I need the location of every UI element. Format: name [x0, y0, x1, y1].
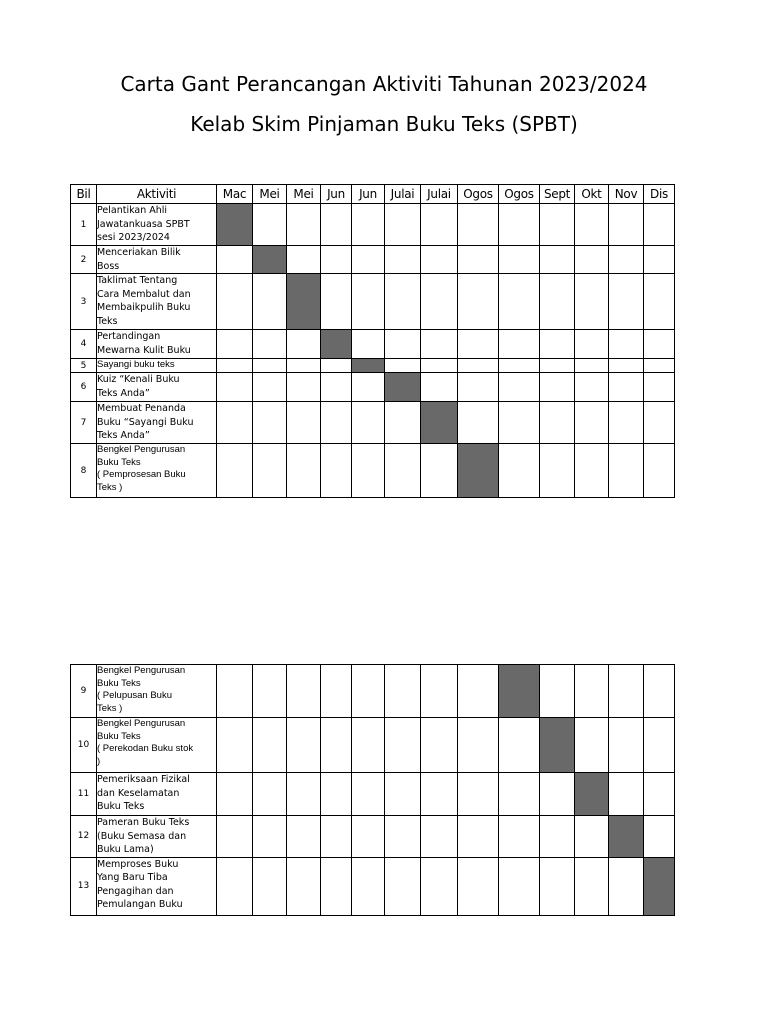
activity-line: Pengagihan dan [97, 885, 174, 897]
activity-line: Mewarna Kulit Buku [97, 344, 191, 356]
month-cell [458, 330, 499, 359]
bil-cell: 10 [71, 718, 97, 773]
month-cell [609, 373, 644, 402]
month-cell [385, 204, 421, 246]
month-cell [421, 373, 458, 402]
month-cell [321, 718, 352, 773]
header-month: Mei [287, 185, 321, 204]
gantt-bar [253, 246, 287, 274]
month-cell [385, 246, 421, 274]
month-cell [575, 444, 609, 498]
header-month: Julai [385, 185, 421, 204]
table-row [71, 773, 675, 816]
header-row [71, 185, 675, 204]
month-cell [499, 373, 540, 402]
activity-cell [97, 359, 217, 373]
header-month: Okt [575, 185, 609, 204]
activity-line: Sayangi buku teks [97, 359, 175, 370]
month-cell [385, 857, 421, 915]
table-row [71, 402, 675, 444]
month-cell [253, 204, 287, 246]
activity-cell [97, 274, 217, 330]
month-cell [609, 773, 644, 816]
header-month: Sept [540, 185, 575, 204]
month-cell [287, 246, 321, 274]
month-cell [458, 402, 499, 444]
month-cell [421, 330, 458, 359]
month-cell [458, 204, 499, 246]
month-cell [499, 816, 540, 858]
table-row [71, 816, 675, 858]
bil-cell: 13 [71, 857, 97, 915]
month-cell [287, 816, 321, 858]
month-cell [217, 402, 253, 444]
month-cell [352, 373, 385, 402]
gantt-bar [644, 857, 675, 915]
month-cell [644, 359, 675, 373]
bil-cell: 11 [71, 773, 97, 816]
month-cell [217, 274, 253, 330]
activity-line: ( Pelupusan Buku [97, 690, 172, 701]
activity-line: Menceriakan Bilik [97, 247, 181, 258]
month-cell [352, 665, 385, 718]
month-cell [321, 373, 352, 402]
activity-line: Buku Lama) [97, 844, 154, 855]
month-cell [575, 665, 609, 718]
month-cell [540, 330, 575, 359]
month-cell [352, 274, 385, 330]
month-cell [499, 402, 540, 444]
header-month: Mei [253, 185, 287, 204]
month-cell [217, 359, 253, 373]
month-cell [644, 773, 675, 816]
month-cell [253, 718, 287, 773]
activity-line: Taklimat Tentang [97, 275, 178, 286]
activity-cell [97, 773, 217, 816]
month-cell [644, 444, 675, 498]
activity-line: Membuat Penanda [97, 403, 186, 414]
month-cell [421, 773, 458, 816]
month-cell [540, 773, 575, 816]
month-cell [575, 816, 609, 858]
month-cell [287, 373, 321, 402]
month-cell [609, 330, 644, 359]
activity-line: Kuiz “Kenali Buku [97, 374, 180, 385]
table-row [71, 718, 675, 773]
month-cell [287, 718, 321, 773]
header-month: Mac [217, 185, 253, 204]
activity-line: Teks ) [97, 481, 123, 493]
month-cell [217, 246, 253, 274]
activity-cell [97, 857, 217, 915]
month-cell [575, 359, 609, 373]
activity-cell [97, 246, 217, 274]
page-subtitle: Kelab Skim Pinjaman Buku Teks (SPBT) [190, 112, 578, 136]
month-cell [575, 402, 609, 444]
activity-cell [97, 373, 217, 402]
activity-line: dan Keselamatan [97, 787, 180, 799]
month-cell [499, 359, 540, 373]
month-cell [321, 402, 352, 444]
table-row [71, 330, 675, 359]
month-cell [644, 274, 675, 330]
activity-line: Buku Teks [97, 801, 145, 812]
month-cell [352, 816, 385, 858]
month-cell [421, 246, 458, 274]
table-row [71, 274, 675, 330]
month-cell [287, 444, 321, 498]
activity-line: Buku Teks [97, 677, 141, 689]
activity-line: Teks [97, 315, 118, 327]
activity-cell [97, 402, 217, 444]
month-cell [458, 816, 499, 858]
month-cell [575, 204, 609, 246]
bil-cell: 2 [71, 246, 97, 274]
table-row [71, 204, 675, 246]
month-cell [352, 330, 385, 359]
header-month: Nov [609, 185, 644, 204]
activity-line: (Buku Semasa dan [97, 830, 187, 842]
gantt-bar [421, 402, 458, 444]
activity-line: Boss [97, 260, 120, 272]
month-cell [609, 274, 644, 330]
month-cell [385, 665, 421, 718]
month-cell [458, 857, 499, 915]
month-cell [421, 665, 458, 718]
month-cell [458, 373, 499, 402]
table-row [71, 373, 675, 402]
month-cell [385, 274, 421, 330]
month-cell [217, 665, 253, 718]
month-cell [385, 444, 421, 498]
month-cell [644, 816, 675, 858]
month-cell [609, 665, 644, 718]
month-cell [385, 718, 421, 773]
month-cell [287, 773, 321, 816]
month-cell [421, 444, 458, 498]
month-cell [287, 359, 321, 373]
month-cell [385, 330, 421, 359]
gantt-bar [609, 816, 644, 858]
month-cell [575, 274, 609, 330]
month-cell [253, 359, 287, 373]
month-cell [217, 816, 253, 858]
gantt-bar [287, 274, 321, 330]
month-cell [458, 274, 499, 330]
month-cell [458, 665, 499, 718]
month-cell [644, 665, 675, 718]
gantt-bar [385, 373, 421, 402]
month-cell [609, 204, 644, 246]
month-cell [575, 373, 609, 402]
activity-line: Pameran Buku Teks [97, 817, 190, 828]
gantt-bar [499, 665, 540, 718]
gantt-table-part2 [70, 664, 675, 916]
table-row [71, 359, 675, 373]
activity-line: Bengkel Pengurusan [97, 718, 186, 729]
month-cell [253, 373, 287, 402]
activity-line: Teks Anda” [97, 387, 150, 399]
month-cell [352, 857, 385, 915]
month-cell [540, 373, 575, 402]
header-month: Ogos [499, 185, 540, 204]
month-cell [352, 204, 385, 246]
month-cell [253, 330, 287, 359]
month-cell [540, 246, 575, 274]
month-cell [609, 857, 644, 915]
activity-line: Bengkel Pengurusan [97, 665, 186, 676]
month-cell [499, 204, 540, 246]
month-cell [421, 359, 458, 373]
header-bil: Bil [71, 185, 97, 204]
activity-cell [97, 444, 217, 498]
month-cell [352, 246, 385, 274]
activity-line: ( Perekodan Buku stok [97, 743, 194, 754]
activity-line: Bengkel Pengurusan [97, 444, 186, 455]
month-cell [253, 402, 287, 444]
month-cell [253, 665, 287, 718]
month-cell [644, 330, 675, 359]
month-cell [575, 857, 609, 915]
gantt-bar [321, 330, 352, 359]
month-cell [253, 444, 287, 498]
month-cell [352, 718, 385, 773]
table-row [71, 246, 675, 274]
month-cell [287, 857, 321, 915]
month-cell [253, 857, 287, 915]
month-cell [253, 816, 287, 858]
activity-line: Teks ) [97, 702, 123, 714]
month-cell [540, 816, 575, 858]
gantt-bar [217, 204, 253, 246]
gantt-table-part1 [70, 184, 675, 498]
month-cell [352, 402, 385, 444]
month-cell [217, 857, 253, 915]
table-row [71, 857, 675, 915]
month-cell [609, 444, 644, 498]
month-cell [385, 359, 421, 373]
activity-line: ( Pemprosesan Buku [97, 469, 186, 480]
table-row [71, 444, 675, 498]
month-cell [499, 718, 540, 773]
activity-line: Pelantikan Ahli [97, 205, 168, 216]
month-cell [499, 330, 540, 359]
month-cell [321, 204, 352, 246]
month-cell [321, 816, 352, 858]
month-cell [253, 773, 287, 816]
month-cell [609, 359, 644, 373]
bil-cell: 12 [71, 816, 97, 858]
bil-cell: 7 [71, 402, 97, 444]
activity-line: Cara Membalut dan [97, 288, 191, 300]
month-cell [217, 773, 253, 816]
month-cell [287, 665, 321, 718]
gantt-bar [540, 718, 575, 773]
bil-cell: 1 [71, 204, 97, 246]
month-cell [609, 246, 644, 274]
month-cell [644, 373, 675, 402]
header-month: Dis [644, 185, 675, 204]
month-cell [385, 816, 421, 858]
activity-line: Buku “Sayangi Buku [97, 416, 194, 428]
month-cell [352, 773, 385, 816]
month-cell [217, 330, 253, 359]
month-cell [540, 857, 575, 915]
month-cell [321, 665, 352, 718]
month-cell [321, 359, 352, 373]
month-cell [644, 246, 675, 274]
month-cell [287, 330, 321, 359]
month-cell [644, 204, 675, 246]
activity-line: Teks Anda” [97, 430, 150, 441]
header-month: Jun [352, 185, 385, 204]
month-cell [499, 274, 540, 330]
month-cell [540, 444, 575, 498]
month-cell [217, 718, 253, 773]
month-cell [644, 402, 675, 444]
month-cell [609, 402, 644, 444]
month-cell [499, 444, 540, 498]
month-cell [499, 246, 540, 274]
header-aktiviti: Aktiviti [97, 185, 217, 204]
activity-line: Pemulangan Buku [97, 899, 183, 910]
activity-cell [97, 330, 217, 359]
month-cell [499, 773, 540, 816]
activity-cell [97, 718, 217, 773]
month-cell [217, 444, 253, 498]
activity-line: Memproses Buku [97, 858, 179, 870]
activity-line: Buku Teks [97, 730, 141, 742]
month-cell [540, 359, 575, 373]
month-cell [321, 444, 352, 498]
month-cell [575, 246, 609, 274]
month-cell [540, 402, 575, 444]
month-cell [287, 204, 321, 246]
table-row [71, 665, 675, 718]
month-cell [287, 402, 321, 444]
header-month: Julai [421, 185, 458, 204]
header-month: Ogos [458, 185, 499, 204]
month-cell [575, 718, 609, 773]
month-cell [321, 246, 352, 274]
gantt-bar [458, 444, 499, 498]
month-cell [421, 857, 458, 915]
month-cell [421, 816, 458, 858]
gantt-bar [352, 359, 385, 373]
activity-line: Pertandingan [97, 331, 161, 342]
bil-cell: 4 [71, 330, 97, 359]
bil-cell: 6 [71, 373, 97, 402]
month-cell [458, 359, 499, 373]
month-cell [540, 274, 575, 330]
header-month: Jun [321, 185, 352, 204]
month-cell [644, 718, 675, 773]
month-cell [458, 246, 499, 274]
month-cell [321, 274, 352, 330]
activity-line: sesi 2023/2024 [97, 232, 170, 243]
month-cell [321, 857, 352, 915]
month-cell [385, 402, 421, 444]
activity-line: ) [97, 755, 101, 767]
month-cell [609, 718, 644, 773]
activity-line: Yang Baru Tiba [97, 872, 168, 883]
activity-line: Pemeriksaan Fizikal [97, 774, 190, 785]
bil-cell: 3 [71, 274, 97, 330]
month-cell [575, 330, 609, 359]
page-title: Carta Gant Perancangan Aktiviti Tahunan 2023/2024 [120, 72, 648, 96]
month-cell [352, 444, 385, 498]
gantt-body-part2 [71, 665, 675, 916]
activity-line: Membaikpulih Buku [97, 302, 191, 313]
month-cell [458, 773, 499, 816]
bil-cell: 5 [71, 359, 97, 373]
gantt-bar [575, 773, 609, 816]
bil-cell: 9 [71, 665, 97, 718]
gantt-body-part1 [71, 204, 675, 498]
month-cell [458, 718, 499, 773]
month-cell [540, 204, 575, 246]
month-cell [421, 204, 458, 246]
bil-cell: 8 [71, 444, 97, 498]
month-cell [540, 665, 575, 718]
activity-cell [97, 816, 217, 858]
activity-line: Jawatankuasa SPBT [97, 218, 190, 230]
activity-line: Buku Teks [97, 456, 141, 468]
activity-cell [97, 665, 217, 718]
month-cell [321, 773, 352, 816]
month-cell [253, 274, 287, 330]
activity-cell [97, 204, 217, 246]
month-cell [385, 773, 421, 816]
month-cell [421, 718, 458, 773]
month-cell [421, 274, 458, 330]
month-cell [499, 857, 540, 915]
month-cell [217, 373, 253, 402]
